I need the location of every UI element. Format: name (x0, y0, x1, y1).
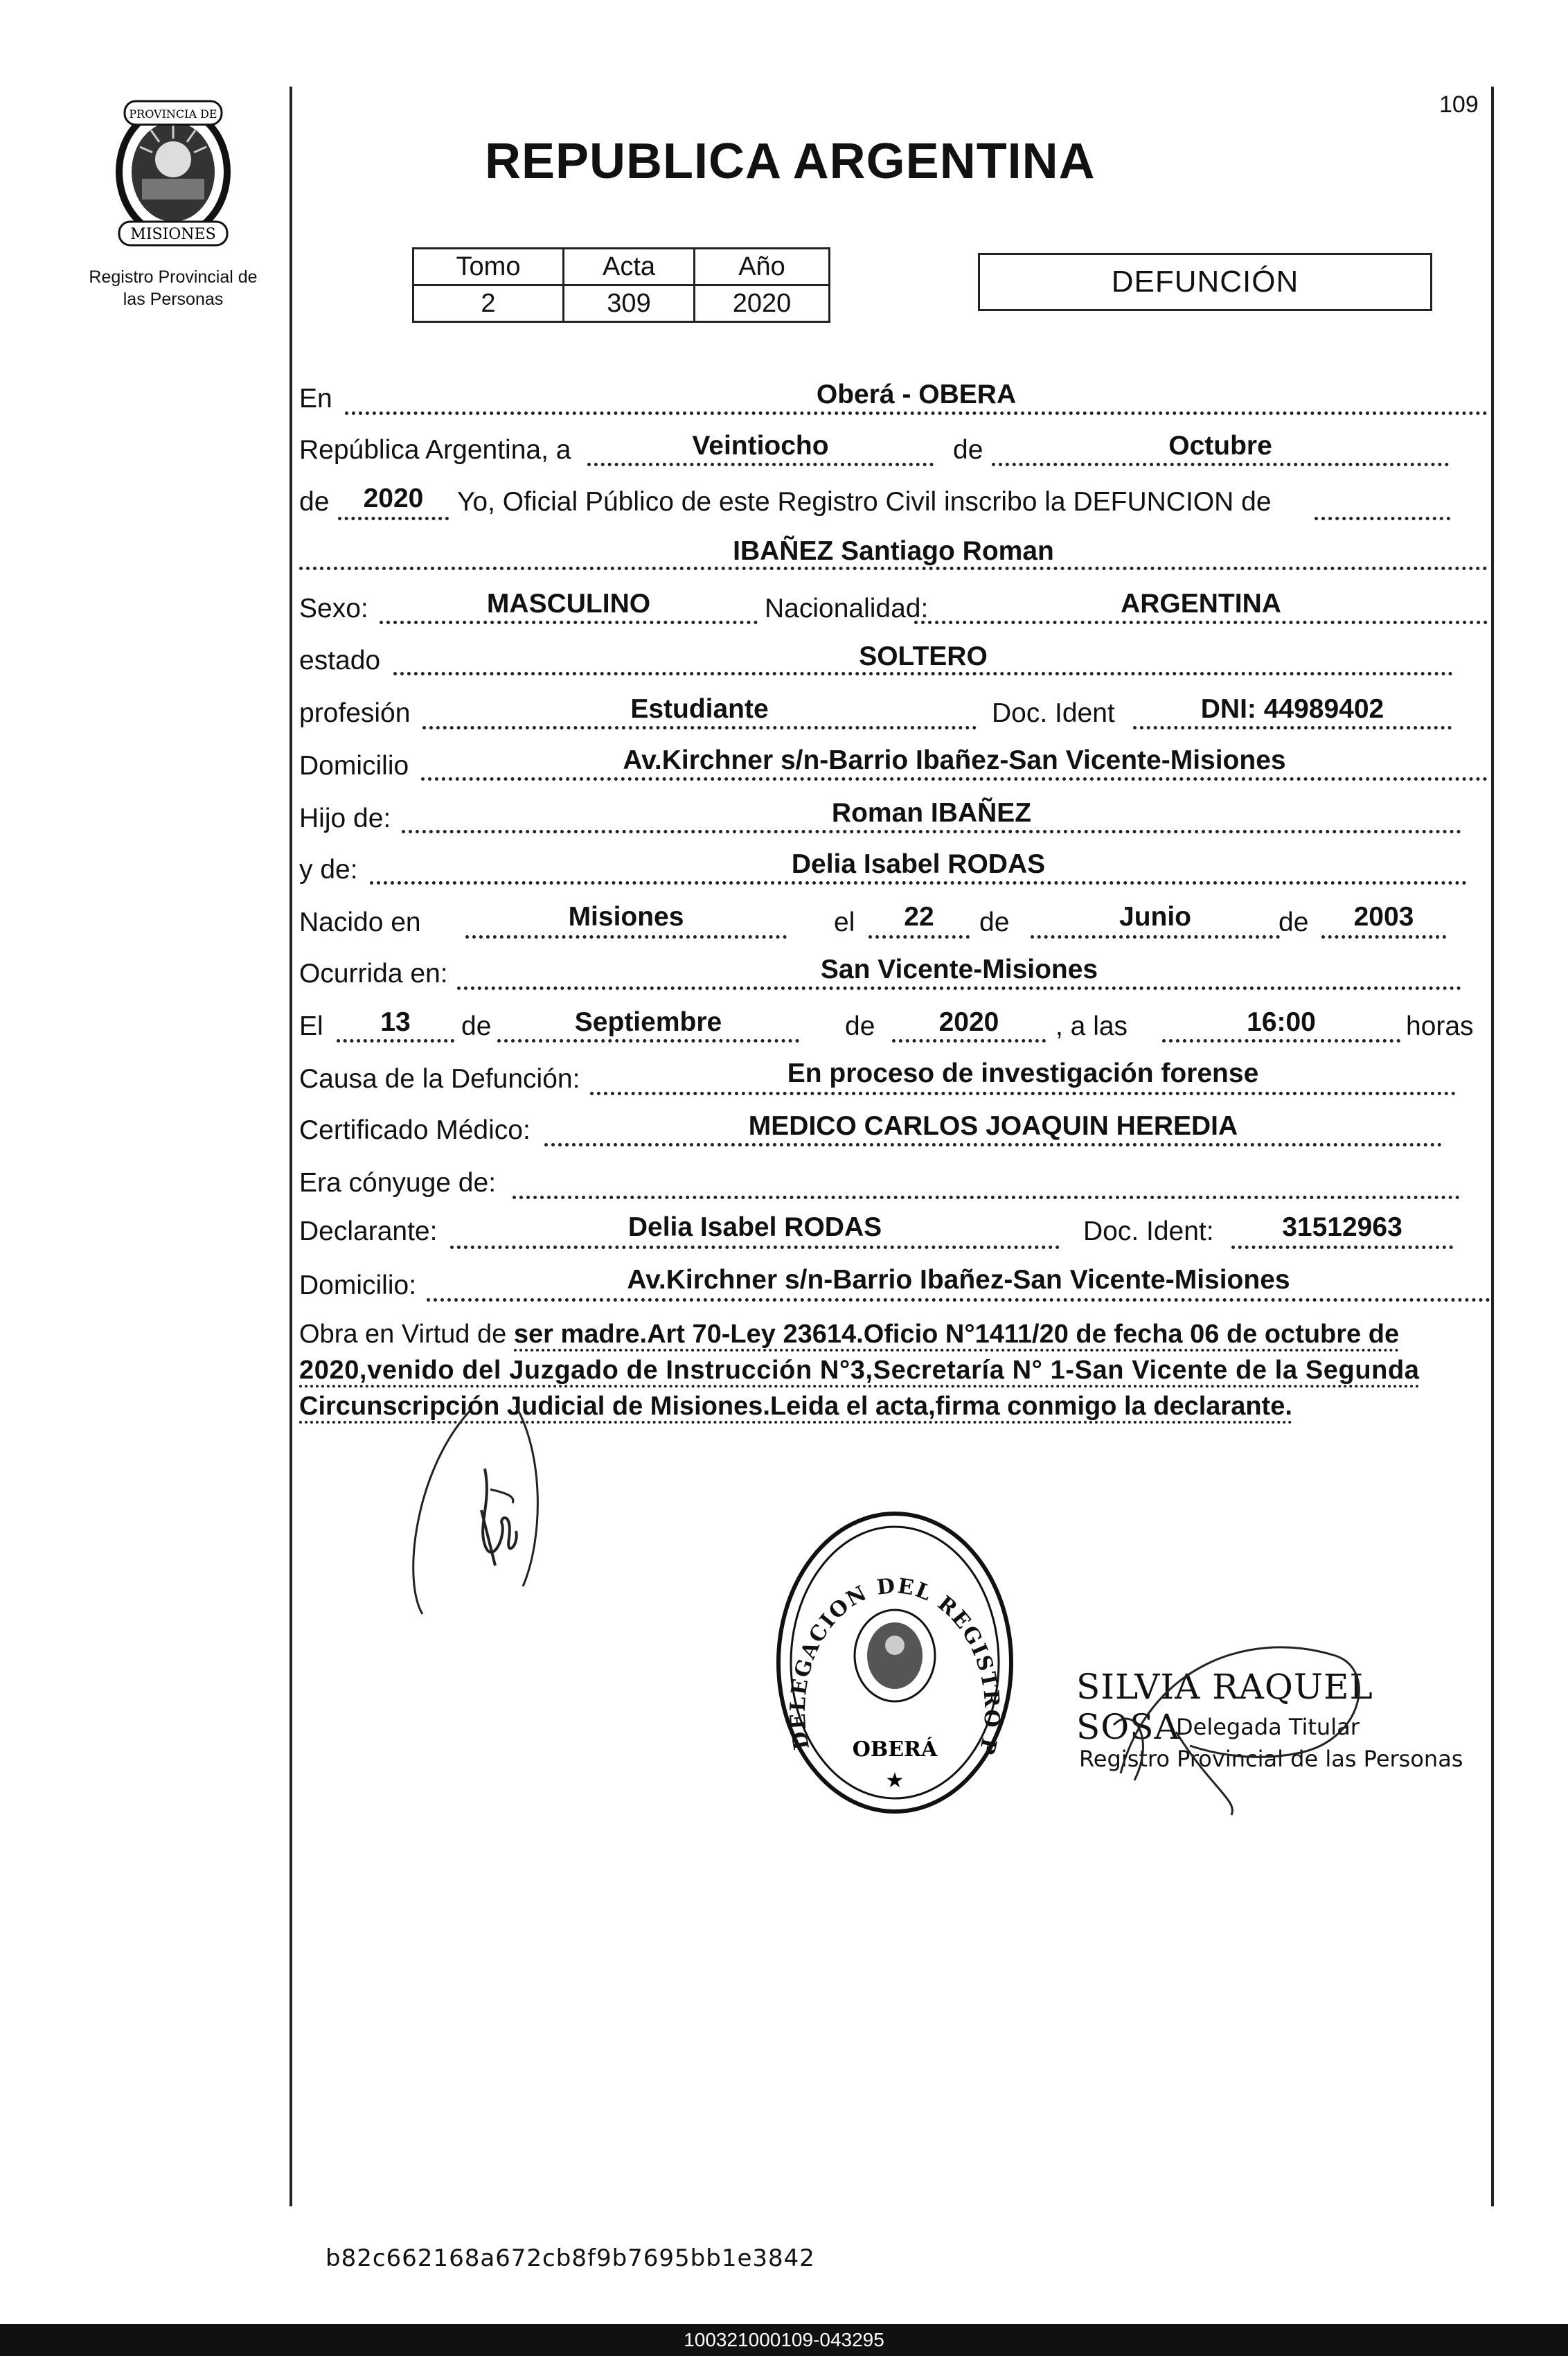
mde-label: de (461, 1011, 492, 1041)
certificado-label: Certificado Médico: (299, 1115, 531, 1145)
doc-dotted-line (1133, 726, 1452, 729)
doc-ident-label: Doc. Ident (992, 698, 1115, 728)
yde-dotted-line (370, 881, 1467, 885)
y-de-label: y de: (299, 855, 358, 885)
nacido-dia-dotted-line (868, 935, 970, 939)
nacido-anio-dotted-line (1321, 935, 1446, 939)
birth-month-value: Junio (1119, 902, 1191, 932)
svg-text:DELEGACION DEL REGISTRO PROVIN: DELEGACION DEL REGISTRO P (785, 1573, 1004, 1758)
death-place-value: San Vicente-Misiones (820, 955, 1098, 984)
anio-header: Año (695, 249, 830, 285)
official-name: SILVIA RAQUEL SOSA (1076, 1667, 1373, 1747)
domicilio-value: Av.Kirchner s/n-Barrio Ibañez-San Vicente-Misiones (623, 745, 1286, 775)
conyuge-label: Era cónyuge de: (299, 1168, 497, 1198)
obra-text-line1: ser madre.Art 70-Ley 23614.Oficio N°1411/20 de fecha 06 de octubre de (514, 1320, 1399, 1352)
doc2-dotted-line (1231, 1246, 1453, 1249)
svg-text:★: ★ (885, 1769, 905, 1792)
month-dotted-line (992, 463, 1449, 466)
deceased-name-value: IBAÑEZ Santiago Roman (733, 536, 1054, 566)
causa-label: Causa de la Defunción: (299, 1064, 580, 1094)
domicilio2-value: Av.Kirchner s/n-Barrio Ibañez-San Vicente-Misiones (627, 1265, 1290, 1295)
obra-prefix: Obra en Virtud de (299, 1320, 507, 1349)
obra-line2 (299, 1352, 1490, 1388)
declarante-value: Delia Isabel RODAS (627, 1212, 882, 1242)
father-name-value: Roman IBAÑEZ (831, 798, 1032, 828)
death-month-dotted-line (497, 1039, 799, 1043)
sexo-dotted-line (380, 621, 758, 624)
nacido-lugar-dotted-line (465, 935, 787, 939)
mde2-label: de (845, 1011, 875, 1041)
certificado-dotted-line (544, 1143, 1442, 1146)
svg-text:OBERÁ: OBERÁ (852, 1737, 938, 1762)
acta-header: Acta (564, 249, 695, 285)
left-margin-line (289, 87, 292, 2206)
name-dotted-line (299, 567, 1488, 570)
profesion-dotted-line (422, 726, 977, 729)
nacionalidad-dotted-line (914, 621, 1488, 624)
registry-caption-line2: las Personas (123, 290, 224, 309)
domicilio2-dotted-line (427, 1298, 1490, 1302)
sexo-value: MASCULINO (486, 589, 651, 619)
document-hash: b82c662168a672cb8f9b7695bb1e3842 (326, 2244, 815, 2272)
nde2-label: de (1279, 907, 1309, 937)
footer-code-bar (0, 2324, 1568, 2356)
de-label: de (953, 435, 983, 465)
obra-line1 (299, 1316, 1490, 1352)
ocurrida-label: Ocurrida en: (299, 959, 448, 989)
death-month-value: Septiembre (574, 1007, 722, 1037)
year-value: 2020 (363, 484, 424, 513)
hijo-de-label: Hijo de: (299, 804, 391, 833)
birth-place-value: Misiones (568, 902, 684, 932)
profesion-value: Estudiante (630, 694, 769, 724)
official-role: Delegada Titular (1176, 1714, 1360, 1740)
alas-label: , a las (1055, 1011, 1128, 1041)
place-value: Oberá - OBERA (816, 380, 1017, 409)
domicilio2-label: Domicilio: (299, 1270, 417, 1300)
official-stamp (1072, 1642, 1488, 1822)
anio-value: 2020 (695, 285, 830, 322)
certificado-value: MEDICO CARLOS JOAQUIN HEREDIA (748, 1111, 1238, 1141)
day-dotted-line (587, 463, 934, 466)
year-dotted-line (338, 517, 449, 520)
birth-day-value: 22 (904, 902, 934, 932)
causa-dotted-line (590, 1092, 1456, 1095)
hijo-dotted-line (402, 830, 1461, 833)
official-office: Registro Provincial de las Personas (1079, 1746, 1463, 1772)
death-year-dotted-line (892, 1039, 1046, 1043)
doc2-label: Doc. Ident: (1083, 1216, 1214, 1246)
domicilio-label: Domicilio (299, 751, 409, 781)
nacionalidad-label: Nacionalidad: (765, 594, 929, 623)
nacido-en-label: Nacido en (299, 907, 421, 937)
svg-text:PROVINCIA DE: PROVINCIA DE (129, 107, 217, 121)
horas-label: horas (1406, 1011, 1474, 1041)
domicilio-dotted-line (421, 777, 1488, 781)
inscription-dotted-line (1315, 517, 1450, 520)
record-type-box: DEFUNCIÓN (978, 253, 1432, 311)
mother-name-value: Delia Isabel RODAS (791, 849, 1046, 879)
record-table-header-row (413, 249, 830, 285)
declarant-signature (395, 1406, 575, 1635)
footer-code: 100321000109-043295 (684, 2329, 884, 2350)
tomo-value: 2 (413, 285, 564, 322)
page-title: REPUBLICA ARGENTINA (485, 134, 1096, 189)
official-signature-scribble (1072, 1642, 1488, 1822)
death-day-dotted-line (337, 1039, 454, 1043)
declarante-dotted-line (450, 1246, 1060, 1249)
tomo-header: Tomo (413, 249, 564, 285)
ocurrida-dotted-line (457, 986, 1461, 990)
republica-label: República Argentina, a (299, 435, 571, 465)
record-table-value-row (413, 285, 830, 322)
birth-year-value: 2003 (1353, 902, 1414, 932)
registry-caption (69, 266, 277, 310)
obra-text-line2: 2020,venido del Juzgado de Instrucción N°3,Secretaría N° 1-San Vicente de la Segunda (299, 1356, 1420, 1388)
right-margin-line (1491, 87, 1494, 2206)
death-year-value: 2020 (938, 1007, 999, 1037)
estado-value: SOLTERO (859, 641, 988, 671)
svg-text:MISIONES: MISIONES (130, 226, 216, 243)
registry-oval-seal (770, 1507, 1019, 1818)
misiones-coat-of-arms-logo (104, 97, 242, 249)
declarante-label: Declarante: (299, 1216, 438, 1246)
month-value: Octubre (1168, 431, 1272, 461)
estado-dotted-line (393, 672, 1453, 675)
death-hour-value: 16:00 (1247, 1007, 1316, 1037)
causa-value: En proceso de investigación forense (787, 1059, 1259, 1088)
doc2-value: 31512963 (1282, 1212, 1402, 1242)
doc-ident-value: DNI: 44989402 (1200, 694, 1384, 724)
day-words-value: Veintiocho (692, 431, 829, 461)
sexo-label: Sexo: (299, 594, 368, 623)
profesion-label: profesión (299, 698, 411, 728)
death-hour-dotted-line (1162, 1039, 1400, 1043)
registry-caption-line1: Registro Provincial de (89, 267, 258, 287)
page-number: 109 (1439, 91, 1479, 118)
en-dotted-line (345, 411, 1488, 415)
death-day-value: 13 (380, 1007, 411, 1037)
de2-label: de (299, 487, 330, 517)
el-label: el (834, 907, 855, 937)
nde-label: de (979, 907, 1010, 937)
acta-value: 309 (564, 285, 695, 322)
record-table (412, 247, 830, 323)
obra-text-line3: Circunscripción Judicial de Misiones.Leida el acta,firma conmigo la declarante. (299, 1392, 1292, 1424)
nacido-mes-dotted-line (1031, 935, 1280, 939)
el-death-label: El (299, 1011, 323, 1041)
inscription-text: Yo, Oficial Público de este Registro Civil inscribo la DEFUNCION de (457, 487, 1272, 517)
en-label: En (299, 384, 332, 414)
estado-label: estado (299, 646, 381, 675)
conyuge-dotted-line (513, 1196, 1460, 1199)
nacionalidad-value: ARGENTINA (1121, 589, 1281, 619)
